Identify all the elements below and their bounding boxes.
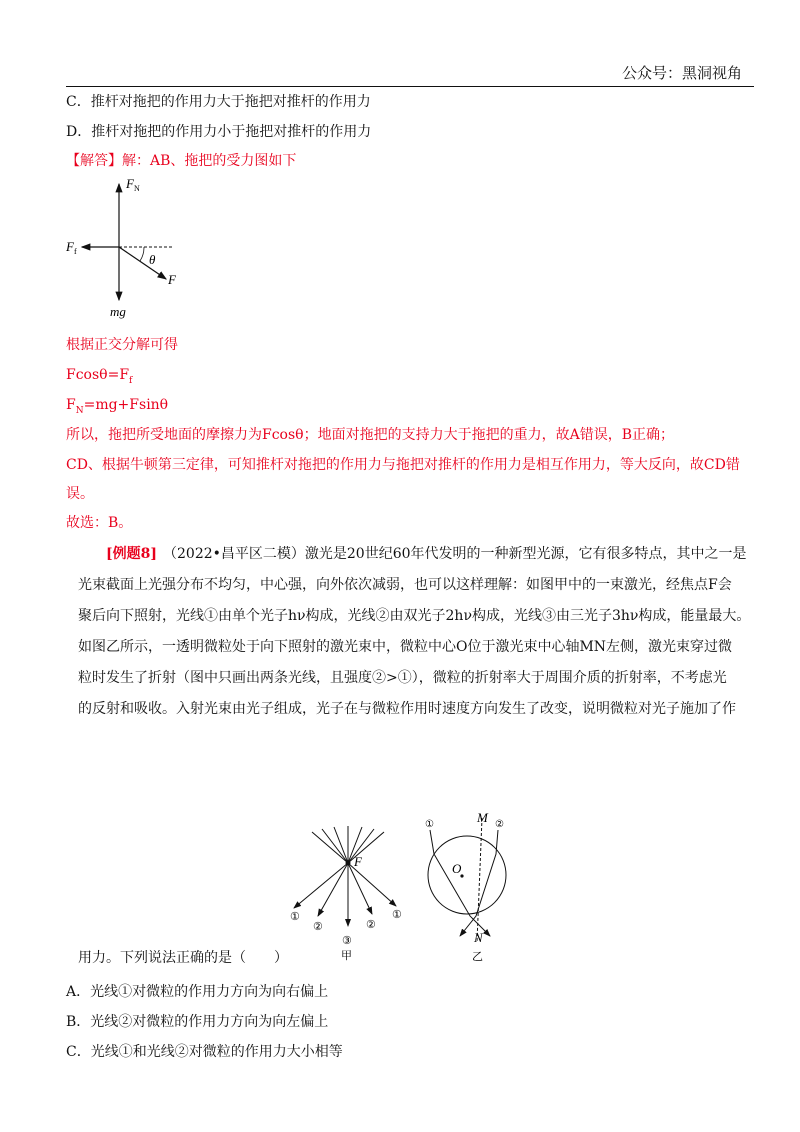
f-arrow <box>119 247 166 279</box>
solution-line3: CD、根据牛顿第三定律，可知推杆对拖把的作用力与拖把对推杆的作用力是相互作用力，等大反向，故CD错 <box>66 457 740 473</box>
example-line-5: 粒时发生了折射（图中只画出两条光线，且强度②>①），微粒的折射率大于周围介质的折射率，不考虑光 <box>78 670 727 686</box>
example-line-4: 如图乙所示，一透明微粒处于向下照射的激光束中，微粒中心O位于激光束中心轴MN左侧，激光束穿过微 <box>78 639 733 655</box>
header-wechat: 公众号：黑洞视角 <box>622 64 743 82</box>
figure-yi <box>418 812 518 968</box>
option-a: A．光线①对微粒的作用力方向为向右偏上 <box>66 984 329 1000</box>
example-tag: [例题8] <box>106 546 157 562</box>
focus-point <box>346 861 351 866</box>
solution-eq2: $F_N=mg+Fsin\theta$ <box>66 397 169 416</box>
label-m: M <box>477 812 488 825</box>
label-ray2: ② <box>495 819 504 830</box>
theta-label: θ <box>149 252 156 267</box>
ray2-left-label: ② <box>313 921 323 933</box>
option-c-top: C．推杆对拖把的作用力大于拖把对推杆的作用力 <box>66 94 371 110</box>
ray3-label: ③ <box>342 935 352 947</box>
example-line-1: [例题8] （2022•昌平区二模）激光是20世纪60年代发明的一种新型光源，它有很多特点，其中之一是 <box>106 546 747 562</box>
solution-eq1: $Fcos\theta=F_f$ <box>66 367 133 386</box>
option-b: B．光线②对微粒的作用力方向为向左偏上 <box>66 1014 329 1030</box>
focus-label: F <box>354 854 362 869</box>
force-diagram <box>60 172 190 322</box>
figure-jia <box>282 826 417 966</box>
example-line-3: 聚后向下照射，光线①由单个光子hν构成，光线②由双光子2hν构成，光线③由三光子3hν构成，能量最大。 <box>78 608 751 624</box>
theta-arc <box>140 247 144 261</box>
solution-tag: 【解答】 <box>66 153 122 169</box>
fig-yi-caption: 乙 <box>472 951 483 963</box>
mg-label: mg <box>110 304 126 319</box>
example-last-line: 用力。下列说法正确的是（ ） <box>78 950 288 966</box>
option-d-top: D．推杆对拖把的作用力小于拖把对推杆的作用力 <box>66 124 372 140</box>
header-rule <box>66 86 754 87</box>
solution-intro-text: 解：AB、拖把的受力图如下 <box>122 153 297 169</box>
label-n: N <box>474 930 483 945</box>
option-c: C．光线①和光线②对微粒的作用力大小相等 <box>66 1044 343 1060</box>
ray1-right-label: ① <box>392 909 402 921</box>
ff-label: $F_f$ <box>66 239 77 256</box>
label-ray1: ① <box>425 819 434 830</box>
example-line-6: 的反射和吸收。入射光束由光子组成，光子在与微粒作用时速度方向发生了改变，说明微粒对光子施加了作 <box>78 701 736 717</box>
example-line-2: 光束截面上光强分布不均匀，中心强，向外依次减弱，也可以这样理解：如图甲中的一束激光，经焦点F会 <box>78 577 732 593</box>
ray1-left-label: ① <box>290 911 300 923</box>
particle-circle <box>428 836 506 914</box>
label-o: O <box>452 861 462 876</box>
solution-line2: 所以，拖把所受地面的摩擦力为Fcosθ；地面对拖把的支持力大于拖把的重力，故A错误，B正确； <box>66 427 674 443</box>
f-label: F <box>168 272 176 287</box>
fn-label: $F_N$ <box>126 176 140 193</box>
fig-jia-caption: 甲 <box>341 950 352 962</box>
solution-intro <box>66 152 296 170</box>
solution-line4: 误。 <box>66 486 94 502</box>
solution-answer: 故选：B。 <box>66 515 133 531</box>
solution-line1: 根据正交分解可得 <box>66 337 178 353</box>
ray2-right-label: ② <box>366 919 376 931</box>
